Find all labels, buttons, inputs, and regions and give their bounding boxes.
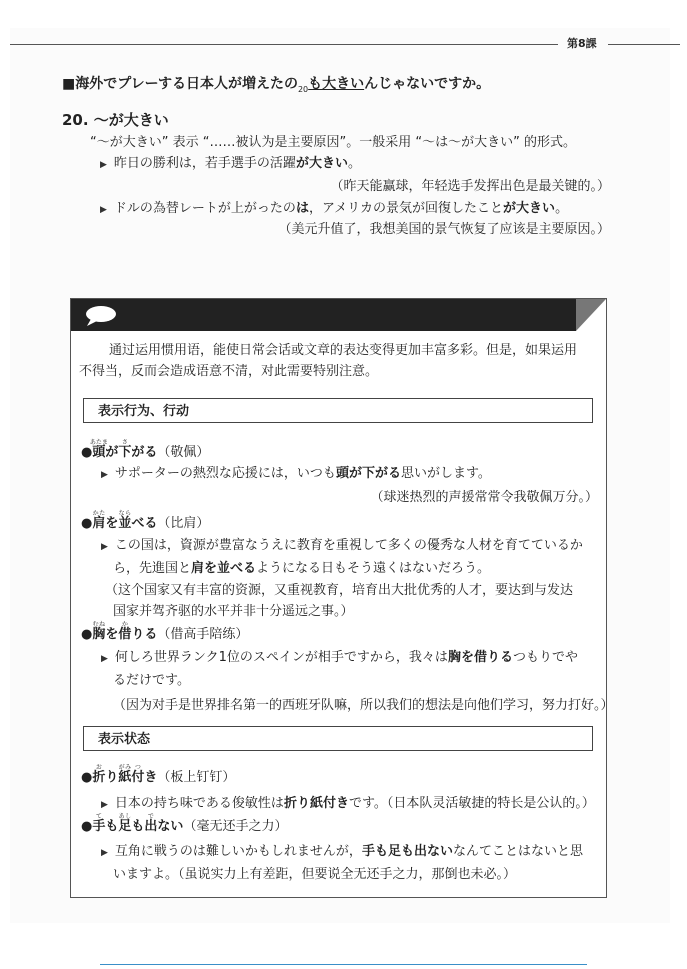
text-segment: 何しろ世界ランク1位のスペインが相手ですから，我々は: [114, 650, 448, 665]
header-rule-right: [608, 44, 680, 45]
text-segment: ●: [81, 770, 93, 785]
text-segment: です。（日本队灵活敏捷的特长是公认的。）: [348, 796, 595, 811]
bullet-icon: ▶: [100, 160, 107, 170]
text-segment: ■海外でプレーする日本人が増えたの: [62, 76, 298, 92]
idiom-translation: （因为对手是世界排名第一的西班牙队嘛，所以我们的想法是向他们学习，努力打好。）: [113, 698, 614, 713]
text-segment: 頭が下がる: [335, 466, 401, 481]
grammar-point-title: 20. ～が大きい: [62, 111, 169, 129]
idiom-note-box: [70, 298, 614, 898]
idiom-example-text: [115, 796, 595, 811]
idiom-example-cont: いますよ。（虽说实力上有差距，但要说全无还手之力，那倒也未必。）: [113, 867, 517, 882]
idiom-translation: （这个国家又有丰富的资源，又重视教育，培育出大批优秀的人才，要达到与发达: [105, 583, 574, 598]
text-segment: 足あし: [118, 813, 132, 834]
text-segment: ない: [157, 819, 184, 834]
idiom-head: [81, 510, 209, 532]
text-segment: ●: [81, 819, 93, 834]
speech-bubble-icon: [83, 304, 119, 328]
text-segment: も: [131, 819, 145, 834]
text-segment: 。: [555, 201, 569, 216]
idiom-translation-cont: 国家并驾齐驱的水平并非十分遥远之事。）: [113, 604, 354, 619]
text-segment: 借か: [118, 621, 132, 642]
text-segment: この国は，資源が豊富なうえに教育を重視して多くの優秀な人材を育てているか: [114, 538, 583, 553]
text-segment: が: [105, 445, 119, 460]
text-segment: がる: [131, 445, 158, 460]
example-1-text: [114, 156, 361, 171]
text-segment: （比肩）: [157, 516, 210, 531]
idiom-example-cont: るだけです。: [113, 673, 190, 688]
bullet-icon: ▶: [101, 470, 108, 480]
text-segment: 昨日の勝利は，若手選手の活躍: [113, 156, 296, 171]
idiom-head: [81, 813, 287, 835]
text-segment: 紙がみ: [118, 764, 132, 785]
idiom-example: [101, 650, 578, 666]
text-segment: サポーターの熱烈な応援には，いつも: [114, 466, 336, 481]
example-2-text: [114, 201, 568, 216]
example-1-translation: （昨天能赢球，年轻选手发挥出色是最关键的。）: [330, 179, 610, 194]
text-segment: 下さ: [118, 439, 132, 460]
text-segment: りる: [131, 627, 158, 642]
idiom-example-text: [115, 466, 491, 481]
box-header-band: [71, 299, 606, 331]
idiom-example-cont: [113, 561, 490, 577]
idiom-head: [81, 621, 248, 643]
text-segment: 思いがします。: [400, 466, 491, 481]
text-segment: 互角に戦うのは難しいかもしれませんが，: [114, 844, 362, 859]
grammar-point-description: “～が大きい” 表示 “……被认为是主要原因”。一般采用 “～は～が大きい” 的形式。: [90, 135, 576, 150]
header-rule: [10, 44, 558, 45]
text-segment: （板上钉钉）: [157, 770, 236, 785]
text-segment: 手も足も出ない: [361, 844, 453, 859]
text-segment: ●: [81, 516, 93, 531]
text-segment: ，アメリカの景気が回復したこと: [308, 201, 504, 216]
bottom-blue-rule: [100, 964, 587, 965]
idiom-translation: （球迷热烈的声援常常令我敬佩万分。）: [370, 490, 598, 505]
text-segment: （敬佩）: [157, 445, 210, 460]
text-segment: 肩を並べる: [191, 561, 257, 576]
text-segment: が大きい: [503, 201, 556, 216]
text-segment: 。: [347, 156, 361, 171]
text-segment: も大きい: [308, 76, 365, 92]
text-segment: 胸を借りる: [447, 650, 513, 665]
idiom-head: [81, 764, 235, 786]
idiom-example: [101, 538, 583, 554]
text-segment: んじゃないですか。: [364, 76, 491, 92]
text-segment: 折お: [92, 764, 106, 785]
bullet-icon: ▶: [101, 654, 108, 664]
text-segment: を: [105, 516, 119, 531]
idiom-example-text: [115, 538, 583, 553]
idiom-head: [81, 439, 209, 461]
text-segment: も: [105, 819, 119, 834]
intro-line-2: 不得当，反而会造成语意不清，对此需要特别注意。: [79, 364, 379, 379]
text-segment: なんてことはないと思: [452, 844, 583, 859]
text-segment: べる: [131, 516, 158, 531]
text-segment: 折り紙付き: [283, 796, 349, 811]
text-segment: 付つ: [131, 764, 145, 785]
text-segment: が大きい: [295, 156, 348, 171]
text-segment: （借高手陪练）: [157, 627, 249, 642]
idiom-example: [101, 844, 583, 860]
text-segment: 20: [297, 84, 309, 94]
text-segment: ●: [81, 627, 93, 642]
text-segment: を: [105, 627, 119, 642]
text-segment: り: [105, 770, 119, 785]
idiom-example-text: [115, 650, 578, 665]
example-1: [100, 156, 361, 172]
text-segment: 並なら: [118, 510, 132, 531]
text-segment: 手て: [92, 813, 106, 834]
idiom-example: [101, 796, 595, 812]
section-heading-state: 表示状态: [83, 726, 593, 751]
example-2-translation: （美元升值了，我想美国的景气恢复了应该是主要原因。）: [278, 222, 610, 237]
text-segment: き: [144, 770, 158, 785]
text-segment: ようになる日もそう遠くはないだろう。: [256, 561, 491, 576]
text-segment: ●: [81, 445, 93, 460]
text-segment: 肩かた: [92, 510, 106, 531]
bullet-icon: ▶: [100, 205, 107, 215]
text-segment: 出で: [144, 813, 158, 834]
text-segment: は: [295, 201, 309, 216]
text-segment: 頭あたま: [89, 439, 108, 460]
page-fold-corner: [576, 299, 606, 331]
idiom-example: [101, 466, 491, 482]
bullet-icon: ▶: [101, 800, 108, 810]
text-segment: 日本の持ち味である俊敏性は: [114, 796, 284, 811]
bullet-icon: ▶: [101, 542, 108, 552]
text-segment: 胸むね: [92, 621, 106, 642]
idiom-example-text: [115, 844, 583, 859]
example-2: [100, 201, 568, 217]
text-segment: （毫无还手之力）: [183, 819, 288, 834]
text-segment: つもりでや: [512, 650, 578, 665]
intro-line-1: 通过运用惯用语，能使日常会话或文章的表达变得更加丰富多彩。但是，如果运用: [109, 343, 578, 358]
bullet-icon: ▶: [101, 848, 108, 858]
lesson-label: 第8課: [567, 37, 597, 50]
text-segment: ら，先進国と: [113, 561, 192, 576]
lead-sentence: [62, 76, 490, 94]
section-heading-actions: 表示行为、行动: [83, 398, 593, 423]
text-segment: ドルの為替レートが上がったの: [113, 201, 296, 216]
